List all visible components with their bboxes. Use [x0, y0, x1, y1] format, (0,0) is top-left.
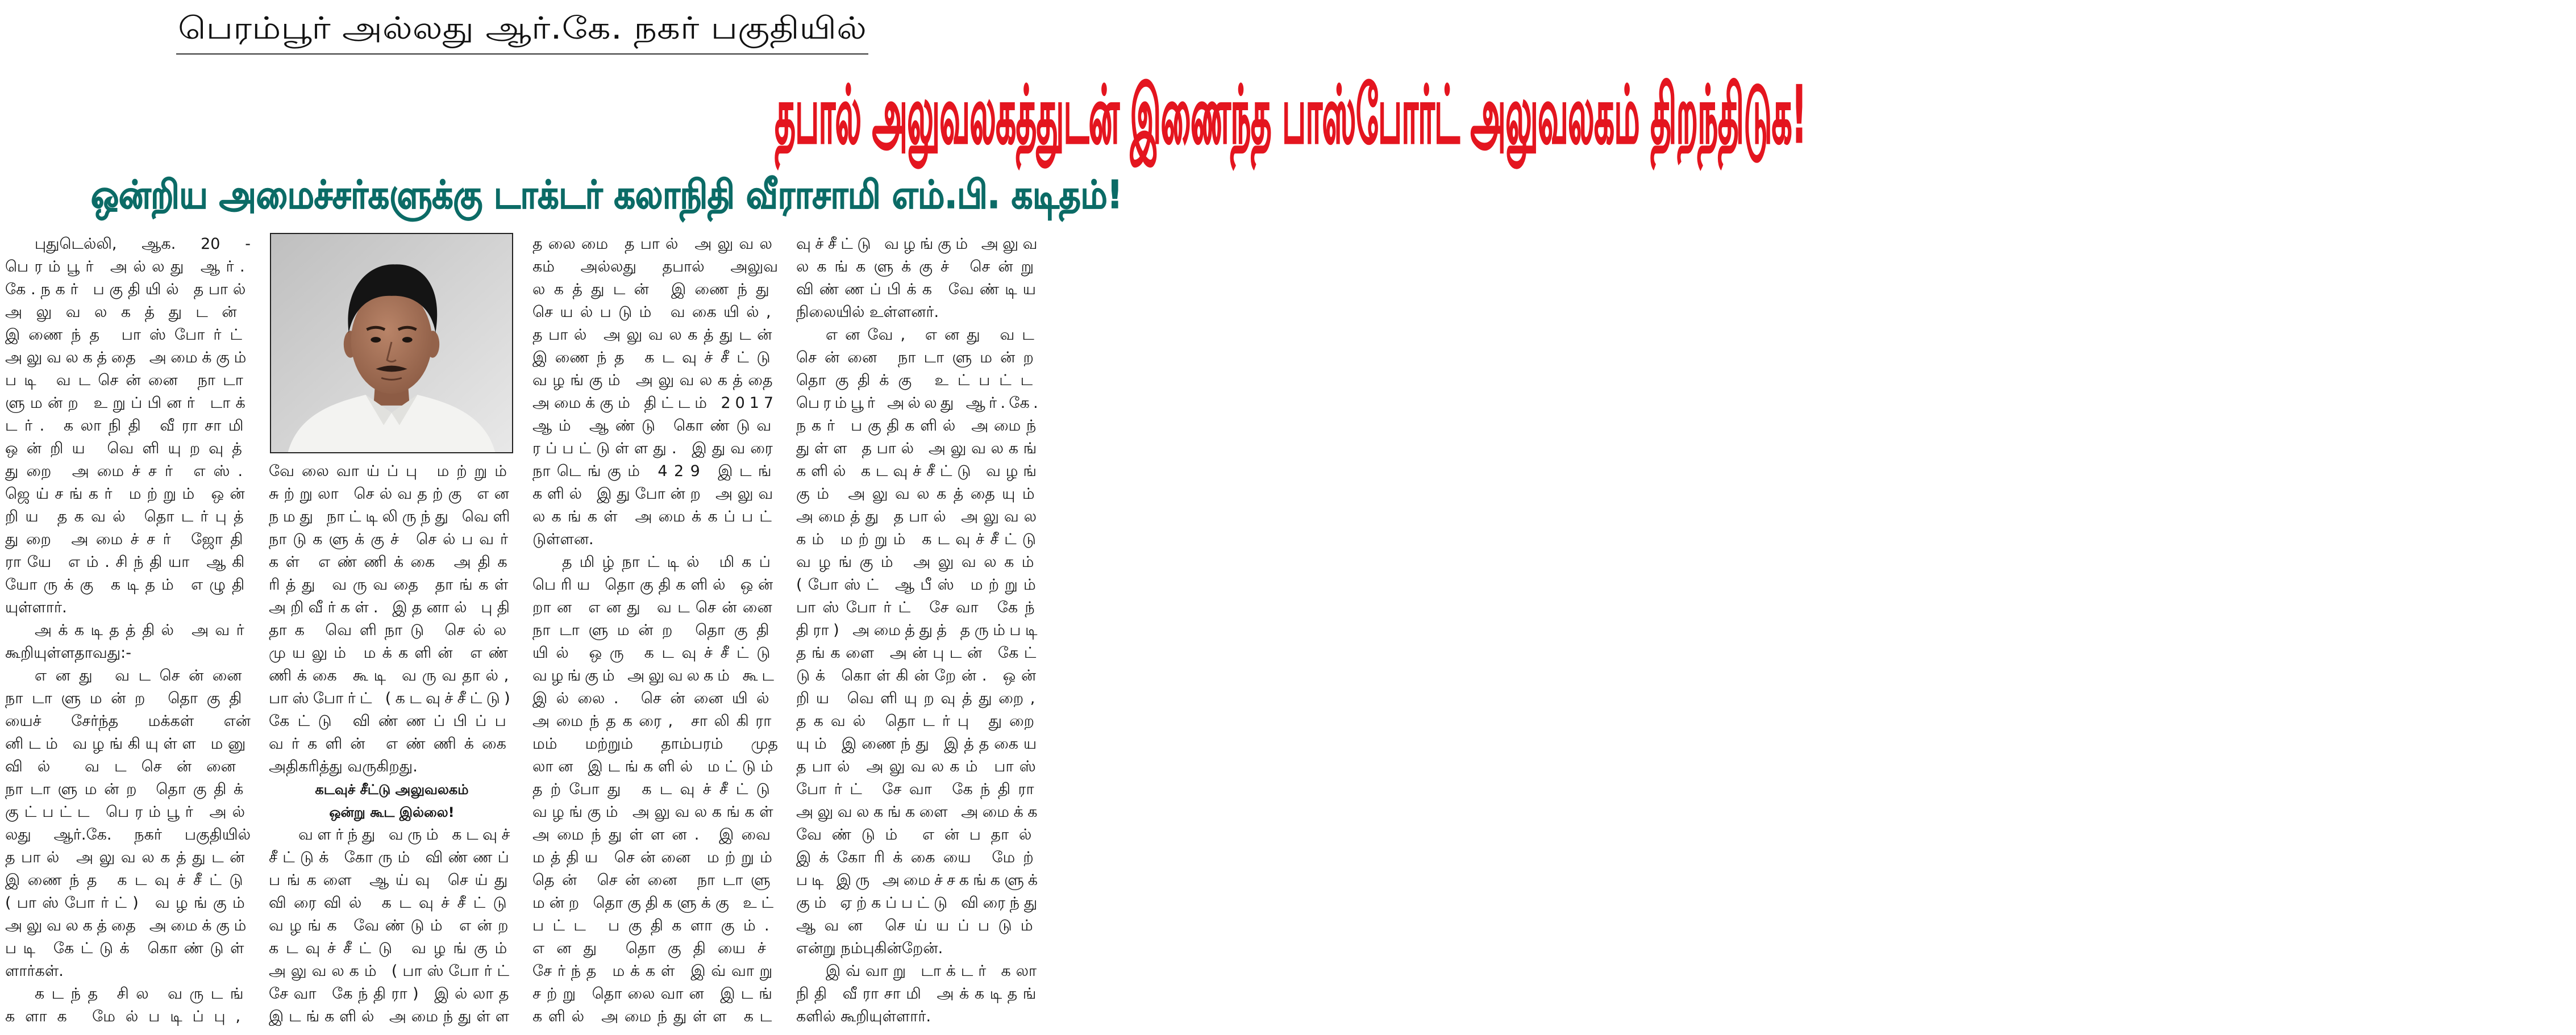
line-text: கூறியுள்ளதாவது:- [5, 644, 131, 662]
line-text: நிலையில் உள்ளனர். [796, 303, 939, 321]
kicker-heading-text: பெரம்பூர் அல்லது ஆர்.கே. நகர் பகுதியில் [178, 10, 867, 46]
article-line [532, 415, 779, 437]
article-line [532, 824, 779, 846]
line-text: கம் அல்லது தபால் அலுவ [532, 258, 778, 276]
article-line [5, 915, 251, 937]
line-text: அறிவீர்கள். இதனால் புதி [269, 599, 514, 616]
line-text: இணைந்த பாஸ்போர்ட் [5, 326, 251, 344]
line-text: வழங்கும் அலுவலகம் [796, 553, 1042, 571]
article-line [796, 983, 1042, 1005]
article-line [532, 551, 779, 574]
article-line [5, 596, 251, 619]
article-line [532, 574, 779, 596]
line-text: களில் இதுபோன்ற அலுவ [532, 485, 778, 503]
article-line [796, 642, 1042, 665]
line-text: கடந்த சில வருடங் [35, 985, 251, 1003]
article-line [532, 369, 779, 392]
line-text: இக்கோரிக்கையை மேற் [796, 849, 1042, 866]
line-text: தமிழ்நாட்டில் மிகப் [562, 553, 778, 571]
article-line [269, 574, 515, 596]
article-line [269, 915, 515, 937]
line-text: அமைந்தகரை, சாலிகிரா [532, 712, 778, 730]
article-line [532, 801, 779, 824]
line-text: ஒன்றிய வெளியுறவுத் [5, 440, 251, 457]
line-text: கே.நகர் பகுதியில் தபால் [5, 281, 251, 298]
article-line [5, 483, 251, 506]
article-line [532, 483, 779, 506]
article-line [532, 983, 779, 1005]
line-text: நாடாளுமன்ற தொகுதிக் [5, 781, 251, 798]
article-line [532, 687, 779, 710]
line-text: நாடெங்கும் 429 இடங் [532, 462, 778, 480]
article-line [532, 642, 779, 665]
line-text: வழங்கும் அலுவலகத்தை [532, 372, 778, 389]
line-text: ஒன்று கூட இல்லை! [329, 804, 455, 820]
article-line [5, 324, 251, 347]
line-text: இல்லை. சென்னையில் [532, 690, 778, 707]
article-line [269, 665, 515, 687]
line-text: மத்திய சென்னை மற்றும் [532, 849, 778, 866]
line-text: துறை அமைச்சர் ஜோதி [5, 531, 251, 548]
line-text: ரப்பட்டுள்ளது. இதுவரை [532, 440, 778, 457]
line-text: ஆம் ஆண்டு கொண்டுவ [532, 417, 778, 435]
article-line [796, 460, 1042, 483]
article-line [269, 733, 515, 756]
article-line [269, 983, 515, 1005]
article-line [532, 756, 779, 778]
line-text: இணைந்த கடவுச்சீட்டு [5, 871, 251, 889]
line-text: கடவுச்சீட்டு வழங்கும் [269, 940, 514, 957]
article-line [532, 278, 779, 301]
article-column-1 [5, 233, 251, 1028]
line-text: விரைவில் கடவுச்சீட்டு [269, 894, 514, 912]
line-text: படி வடசென்னை நாடா [5, 372, 251, 389]
line-text: மன்ற தொகுதிகளுக்கு உட் [532, 894, 778, 912]
line-text: அதிகரித்து வருகிறது. [269, 758, 418, 775]
line-text: களில் கடவுச்சீட்டு வழங் [796, 462, 1042, 480]
line-text: பட்ட பகுதிகளாகும். [532, 917, 778, 934]
line-text: ராயே எம்.சிந்தியா ஆகி [5, 553, 251, 571]
line-text: அலுவலகத்தை அமைக்கும் [5, 349, 251, 366]
article-line [5, 1005, 251, 1028]
article-paragraph [796, 960, 1042, 1028]
article-line [5, 415, 251, 437]
line-text: யுள்ளார். [5, 599, 67, 616]
article-line [5, 869, 251, 892]
line-text: அலுவலகங்களை அமைக்க [796, 803, 1042, 821]
article-line [796, 278, 1042, 301]
line-text: நாடாளுமன்ற தொகுதி [5, 690, 251, 707]
line-text: எனவே, எனது வட [826, 326, 1042, 344]
line-text: இவ்வாறு டாக்டர் கலா [826, 962, 1042, 980]
line-text: சேர்ந்த மக்கள் இவ்வாறு [532, 962, 778, 980]
article-column-4 [796, 233, 1042, 1028]
line-text: ளுமன்ற உறுப்பினர் டாக் [5, 394, 251, 412]
line-text: அமைத்து தபால் அலுவல [796, 508, 1042, 525]
sub-headline [5, 168, 1123, 223]
article-paragraph [796, 324, 1042, 960]
line-text: பெரம்பூர் அல்லது ஆர்.கே. [796, 394, 1042, 412]
article-line [796, 756, 1042, 778]
line-text: ணிக்கை கூடி வருவதால், [269, 667, 514, 685]
article-paragraph [5, 233, 251, 619]
line-text: கேட்டு விண்ணப்பிப்ப [269, 712, 514, 730]
article-line [796, 937, 1042, 960]
line-text: கும் ஏற்கப்பட்டு விரைந்து [796, 894, 1042, 912]
line-text: சேவா கேந்திரா) இல்லாத [269, 985, 514, 1003]
article-line [532, 778, 779, 801]
article-line [532, 1005, 779, 1028]
article-line [796, 619, 1042, 642]
line-text: வர்களின் எண்ணிக்கை [269, 735, 514, 753]
line-text: நிதி வீராசாமி அக்கடிதங் [796, 985, 1042, 1003]
line-text: வேலைவாய்ப்பு மற்றும் [269, 462, 514, 480]
sub-headline-text: ஒன்றிய அமைச்சர்களுக்கு டாக்டர் கலாநிதி வீராசாமி எம்.பி. கடிதம்! [91, 173, 1123, 218]
line-text: கடவுச் சீட்டு அலுவலகம் [315, 782, 469, 798]
article-line [5, 960, 251, 983]
article-line [269, 642, 515, 665]
article-line [5, 369, 251, 392]
line-text: தபால் அலுவலகத்துடன் [5, 849, 251, 866]
line-text: கள் எண்ணிக்கை அதிக [269, 553, 514, 571]
line-text: இணைந்த கடவுச்சீட்டு [532, 349, 778, 366]
article-line [532, 506, 779, 528]
article-line [796, 301, 1042, 324]
article-line [5, 824, 251, 846]
line-text: தொகுதிக்கு உட்பட்ட [796, 372, 1042, 389]
line-text: வேண்டும் என்பதால் [796, 826, 1042, 844]
article-line [796, 1005, 1042, 1028]
article-line [5, 574, 251, 596]
article-line [796, 437, 1042, 460]
line-text: ரித்து வருவதை தாங்கள் [269, 576, 514, 594]
line-text: நகர் பகுதிகளில் அமைந் [796, 417, 1042, 435]
line-text: பெரிய தொகுதிகளில் ஒன் [532, 576, 778, 594]
article-line [5, 233, 251, 256]
line-text: திரா) அமைத்துத் தரும்படி [796, 621, 1042, 639]
article-line [5, 460, 251, 483]
article-line [5, 551, 251, 574]
article-line [269, 846, 515, 869]
article-line [5, 278, 251, 301]
article-line [5, 528, 251, 551]
line-text: லகத்துடன் இணைந்து [532, 281, 778, 298]
article-line [796, 778, 1042, 801]
line-text: போர்ட் சேவா கேந்திரா [796, 781, 1042, 798]
line-text: பங்களை ஆய்வு செய்து [269, 871, 514, 889]
line-text: அமைக்கும் திட்டம் 2017 [532, 394, 778, 412]
line-text: ளார்கள். [5, 962, 64, 980]
article-line [269, 710, 515, 733]
line-text: றிய வெளியுறவுத்துறை, [796, 690, 1042, 707]
article-line [5, 892, 251, 915]
line-text: வளர்ந்து வரும் கடவுச் [298, 826, 514, 844]
line-text: தகவல் தொடர்பு துறை [796, 712, 1042, 730]
article-line [269, 460, 515, 483]
line-text: டுக் கொள்கின்றேன். ஒன் [796, 667, 1042, 685]
line-text: லது ஆர்.கே. நகர் பகுதியில் [5, 826, 251, 844]
article-line [796, 233, 1042, 256]
article-line [5, 710, 251, 733]
article-line [5, 256, 251, 278]
article-line [532, 324, 779, 347]
line-text: துறை அமைச்சர் எஸ். [5, 462, 251, 480]
article-line [269, 937, 515, 960]
line-text: பெரம்பூர் அல்லது ஆர். [5, 258, 251, 276]
line-text: வுச்சீட்டு வழங்கும் அலுவ [796, 235, 1042, 253]
subheading-line [269, 801, 515, 824]
line-text: வழங்கும் அலுவலகம் கூட [532, 667, 778, 685]
line-text: கும் அலுவலகத்தையும் [796, 485, 1042, 503]
article-paragraph [269, 460, 515, 778]
line-text: நாடாளுமன்ற தொகுதி [532, 621, 778, 639]
line-text: களில் அமைந்துள்ள கட [532, 1008, 778, 1025]
article-line [532, 937, 779, 960]
line-text: தலைமை தபால் அலுவல [532, 235, 778, 253]
line-text: துள்ள தபால் அலுவலகங் [796, 440, 1042, 457]
article-line [5, 347, 251, 369]
article-line [796, 824, 1042, 846]
article-paragraph [5, 983, 251, 1028]
line-text: லகங்கள் அமைக்கப்பட் [532, 508, 778, 525]
line-text: னிடம் வழங்கியுள்ள மனு [5, 735, 251, 753]
article-line [796, 506, 1042, 528]
line-text: சற்று தொலைவான இடங் [532, 985, 778, 1003]
line-text: வில் வடசென்னை [5, 758, 251, 775]
article-line [269, 483, 515, 506]
article-line [796, 369, 1042, 392]
article-line [5, 665, 251, 687]
article-line [269, 869, 515, 892]
line-text: (பாஸ்போர்ட்) வழங்கும் [5, 894, 251, 912]
article-line [269, 596, 515, 619]
article-line [5, 846, 251, 869]
line-text: றிய தகவல் தொடர்புத் [5, 508, 251, 525]
line-text: படி இரு அமைச்சகங்களுக் [796, 871, 1042, 889]
article-line [5, 983, 251, 1005]
article-line [5, 642, 251, 665]
article-line [5, 392, 251, 415]
line-text: லான இடங்களில் மட்டும் [532, 758, 778, 775]
line-text: களில் கூறியுள்ளார். [796, 1008, 931, 1025]
line-text: நாடுகளுக்குச் செல்பவர் [269, 531, 514, 548]
main-headline [5, 66, 1807, 165]
article-line [269, 528, 515, 551]
line-text: புதுடெல்லி, ஆக. 20 - [35, 235, 251, 253]
line-text: அலுவலகத்துடன் [5, 303, 251, 321]
person-eye-right [402, 337, 413, 343]
article-line [269, 892, 515, 915]
article-line [532, 233, 779, 256]
article-line [532, 846, 779, 869]
article-line [532, 665, 779, 687]
article-line [796, 915, 1042, 937]
article-line [5, 437, 251, 460]
article-paragraph [5, 665, 251, 983]
article-line [5, 619, 251, 642]
line-text: லகங்களுக்குச் சென்று [796, 258, 1042, 276]
line-text: கம் மற்றும் கடவுச்சீட்டு [796, 531, 1042, 548]
article-line [5, 301, 251, 324]
article-column-2 [269, 233, 515, 1028]
article-line [532, 892, 779, 915]
article-line [532, 301, 779, 324]
line-text: படி கேட்டுக் கொண்டுள் [5, 940, 251, 957]
article-line [532, 256, 779, 278]
line-text: பாஸ்போர்ட் சேவா கேந் [796, 599, 1042, 616]
person-eye-left [371, 337, 381, 343]
line-text: பாஸ்போர்ட் (கடவுச்சீட்டு) [269, 690, 514, 707]
line-text: தபால் அலுவலகத்துடன் [532, 326, 778, 344]
article-line [796, 392, 1042, 415]
article-line [796, 415, 1042, 437]
article-line [269, 551, 515, 574]
article-line [269, 1005, 515, 1028]
article-line [532, 528, 779, 551]
main-headline-text: தபால் அலுவலகத்துடன் இணைந்த பாஸ்போர்ட் அலுவலகம் திறந்திடுக! [775, 69, 1807, 161]
line-text: ஆவன செய்யப்படும் [796, 917, 1042, 934]
article-line [5, 778, 251, 801]
line-text: ஜெய்சங்கர் மற்றும் ஒன் [5, 485, 251, 503]
line-text: வழங்கும் அலுவலகங்கள் [532, 803, 778, 821]
article-line [796, 892, 1042, 915]
article-line [796, 869, 1042, 892]
article-paragraph [532, 233, 779, 551]
article-line [269, 824, 515, 846]
article-line [269, 619, 515, 642]
article-line [5, 937, 251, 960]
article-line [269, 687, 515, 710]
article-line [532, 915, 779, 937]
line-text: என்று நம்புகின்றேன். [796, 940, 943, 957]
line-text: யைச் சேர்ந்த மக்கள் என் [5, 712, 251, 730]
article-line [5, 733, 251, 756]
column-subheading [269, 778, 515, 824]
line-text: தபால் அலுவலகம் பாஸ் [796, 758, 1042, 775]
article-line [269, 756, 515, 778]
line-text: யில் ஒரு கடவுச்சீட்டு [532, 644, 778, 662]
portrait-photo [270, 233, 513, 453]
article-line [796, 960, 1042, 983]
article-line [532, 733, 779, 756]
article-line [532, 869, 779, 892]
line-text: விண்ணப்பிக்க வேண்டிய [796, 281, 1042, 298]
line-text: தென் சென்னை நாடாளு [532, 871, 778, 889]
article-paragraph [532, 551, 779, 1028]
article-line [532, 619, 779, 642]
article-line [796, 596, 1042, 619]
line-text: தற்போது கடவுச்சீட்டு [532, 781, 778, 798]
article-line [796, 324, 1042, 347]
line-text: அக்கடிதத்தில் அவர் [35, 621, 251, 639]
line-text: களாக மேல்படிப்பு, [5, 1008, 251, 1025]
article-line [796, 733, 1042, 756]
line-text: (போஸ்ட் ஆபீஸ் மற்றும் [796, 576, 1042, 594]
article-line [796, 528, 1042, 551]
article-line [5, 506, 251, 528]
article-line [269, 960, 515, 983]
line-text: சென்னை நாடாளுமன்ற [796, 349, 1042, 366]
line-text: டுள்ளன. [532, 531, 594, 548]
article-line [532, 437, 779, 460]
article-line [796, 710, 1042, 733]
article-line [796, 483, 1042, 506]
kicker-heading [176, 3, 868, 55]
article-column-3 [532, 233, 779, 1028]
line-text: செயல்படும் வகையில், [532, 303, 778, 321]
line-text: மம் மற்றும் தாம்பரம் முத [532, 735, 778, 753]
article-line [796, 574, 1042, 596]
article-line [796, 551, 1042, 574]
line-text: தாக வெளிநாடு செல்ல [269, 621, 514, 639]
article-line [796, 801, 1042, 824]
article-line [796, 256, 1042, 278]
line-text: அலுவலகத்தை அமைக்கும் [5, 917, 251, 934]
article-line [796, 846, 1042, 869]
line-text: றான எனது வடசென்னை [532, 599, 778, 616]
article-line [796, 687, 1042, 710]
article-line [532, 710, 779, 733]
line-text: எனது வடசென்னை [35, 667, 251, 685]
article-line [5, 801, 251, 824]
line-text: அமைந்துள்ளன. இவை [532, 826, 778, 844]
article-line [5, 687, 251, 710]
subheading-line [269, 778, 515, 801]
line-text: எனது தொகுதியைச் [532, 940, 778, 957]
line-text: தங்களை அன்புடன் கேட் [796, 644, 1042, 662]
line-text: டர். கலாநிதி வீராசாமி [5, 417, 251, 435]
article-line [532, 596, 779, 619]
line-text: இடங்களில் அமைந்துள்ள [269, 1008, 514, 1025]
article-line [532, 960, 779, 983]
line-text: அலுவலகம் (பாஸ்போர்ட் [269, 962, 514, 980]
line-text: சுற்றுலா செல்வதற்கு என [269, 485, 514, 503]
article-paragraph [796, 233, 1042, 324]
line-text: வழங்க வேண்டும் என்ற [269, 917, 514, 934]
line-text: நமது நாட்டிலிருந்து வெளி [269, 508, 514, 525]
article-paragraph [269, 824, 515, 1028]
article-paragraph [5, 619, 251, 665]
article-line [269, 506, 515, 528]
line-text: யும் இணைந்து இத்தகைய [796, 735, 1042, 753]
article-line [532, 347, 779, 369]
article-line [796, 665, 1042, 687]
line-text: குட்பட்ட பெரம்பூர் அல் [5, 803, 251, 821]
portrait-photo-graphic [271, 234, 512, 452]
article-line [5, 756, 251, 778]
line-text: யோருக்கு கடிதம் எழுதி [5, 576, 251, 594]
line-text: சீட்டுக் கோரும் விண்ணப் [269, 849, 514, 866]
article-line [796, 347, 1042, 369]
article-line [532, 460, 779, 483]
line-text: முயலும் மக்களின் எண் [269, 644, 514, 662]
article-line [532, 392, 779, 415]
